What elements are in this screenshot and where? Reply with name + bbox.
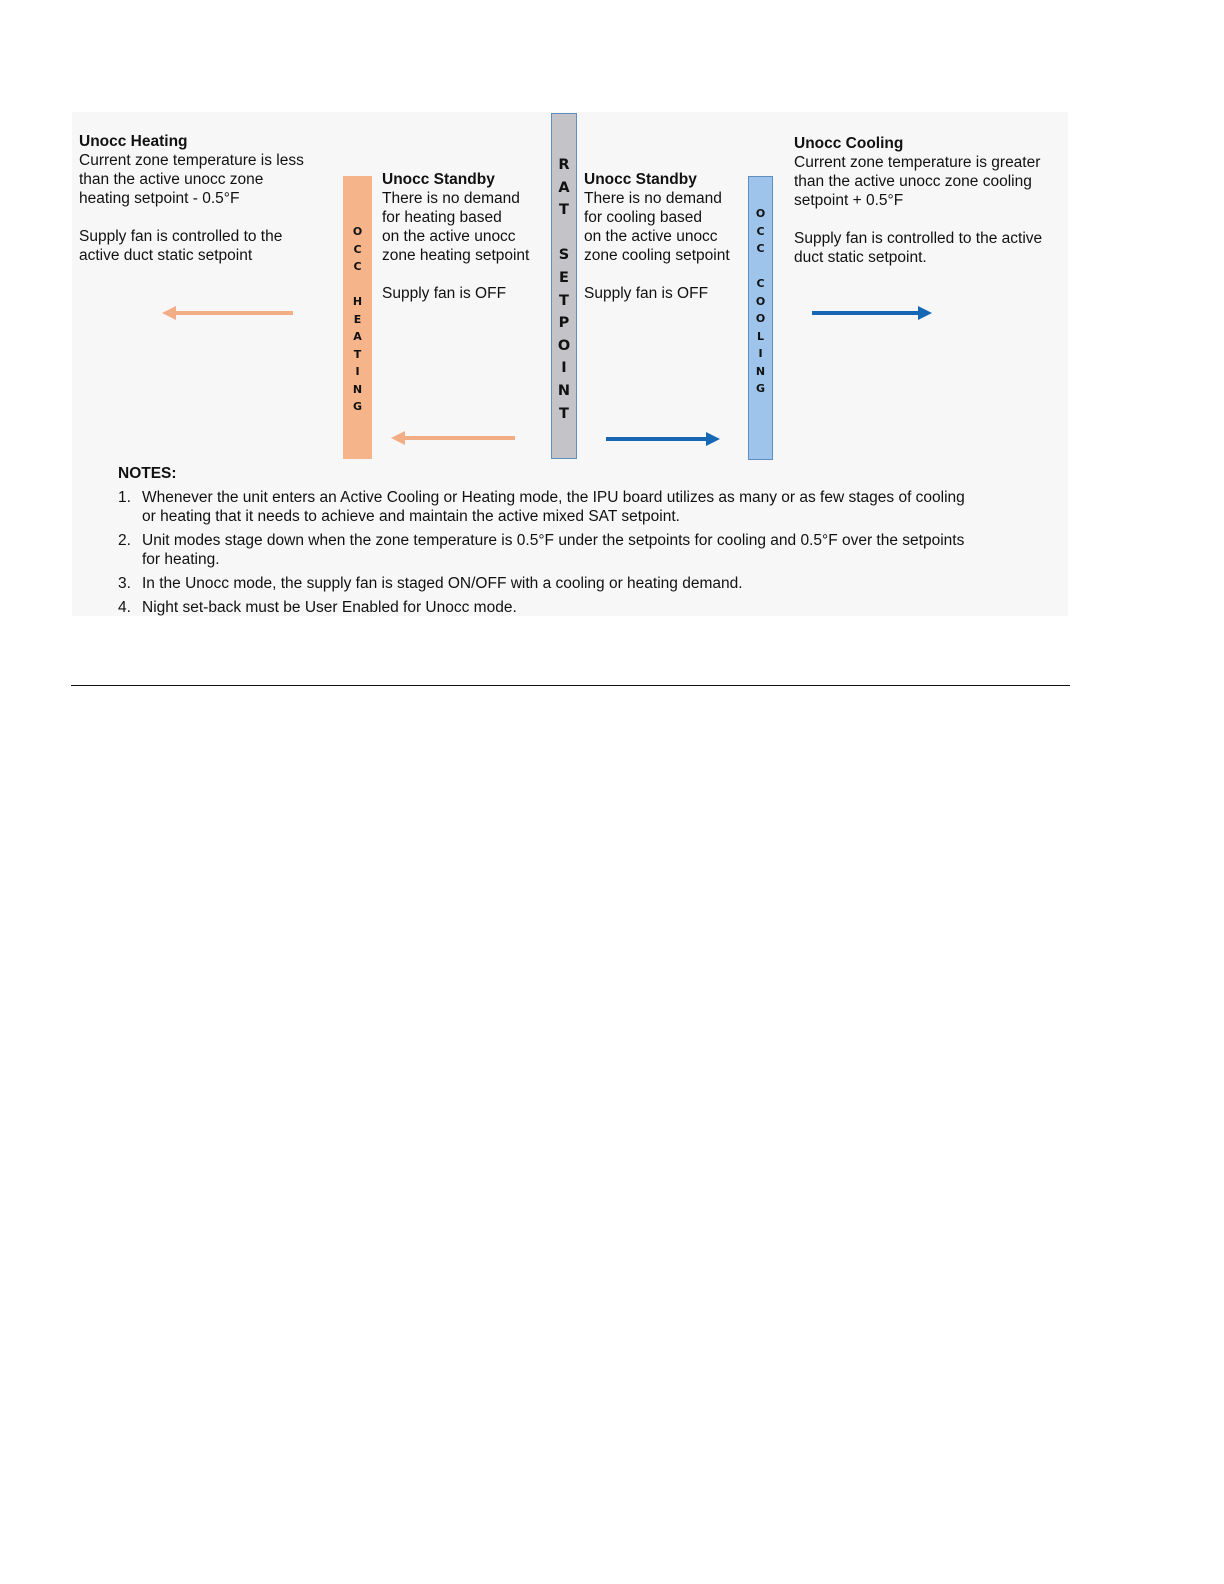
notes-title: NOTES: [118,465,177,482]
unocc-standby-cooling-text: zone cooling setpoint [584,247,730,264]
unocc-standby-cooling-text: on the active unocc [584,228,718,245]
bar-letter: T [559,405,569,422]
note-text: Unit modes stage down when the zone temperature is 0.5°F under the setpoints for cooling and 0.5°F over the setpoints [142,532,965,549]
bar-letter: T [353,347,362,361]
bar-letter: T [559,292,569,309]
bar-letter: H [352,295,363,308]
horizontal-rule [71,685,1070,686]
bar-letter: N [352,382,363,396]
note-text: for heating. [142,551,220,568]
bar-letter: C [756,277,765,290]
heating-arrow-left-icon [160,305,296,321]
note-number: 2. [118,532,131,549]
unocc-standby-cooling-text: There is no demand [584,190,722,207]
unocc-heating-block [79,132,304,265]
standby-cooling-arrow-right-icon [604,431,722,447]
bar-letter: O [755,294,766,308]
bar-letter: P [558,315,570,332]
note-item [118,598,1038,617]
bar-letter: A [353,330,362,343]
unocc-standby-cooling-title: Unocc Standby [584,171,697,188]
unocc-standby-cooling-text: for cooling based [584,209,703,226]
bar-letter: O [755,207,766,220]
bar-letter: S [558,247,570,264]
unocc-cooling-fan-text: Supply fan is controlled to the active [794,230,1043,247]
bar-letter: I [758,347,763,360]
bar-letter: O [755,312,766,325]
note-number: 4. [118,599,131,616]
unocc-cooling-text: Current zone temperature is greater [794,154,1041,171]
standby-heating-arrow-left-icon [389,430,517,446]
unocc-cooling-title: Unocc Cooling [794,135,904,152]
bar-letter: G [352,400,363,413]
bar-letter: I [561,360,567,377]
bar-letter: N [755,364,766,378]
bar-letter: O [557,337,571,354]
bar-letter: N [557,382,571,399]
unocc-cooling-text: setpoint + 0.5°F [794,192,904,209]
note-item [118,574,1038,593]
unocc-heating-fan-text: Supply fan is controlled to the [79,228,283,245]
unocc-standby-heating-fan-text: Supply fan is OFF [382,285,507,302]
unocc-cooling-fan-text: duct static setpoint. [794,249,927,266]
unocc-standby-heating-text: for heating based [382,209,502,226]
note-item [118,531,1038,569]
bar-letter: E [559,269,569,286]
bar-letter: T [559,202,569,219]
unocc-heating-text: than the active unocc zone [79,171,264,188]
note-text: Night set-back must be User Enabled for Unocc mode. [142,599,517,616]
unocc-standby-heating-text: There is no demand [382,190,520,207]
unocc-cooling-block [794,134,1042,267]
bar-letter: I [355,365,360,378]
bar-letter: R [558,157,570,173]
bar-letter: C [756,242,765,255]
unocc-heating-title: Unocc Heating [79,133,188,150]
unocc-standby-heating-title: Unocc Standby [382,171,495,188]
unocc-heating-fan-text: active duct static setpoint [79,247,253,264]
bar-letter: G [755,382,766,395]
bar-letter: L [756,329,764,343]
note-text: or heating that it needs to achieve and maintain the active mixed SAT setpoint. [142,508,680,525]
note-item [118,488,1038,526]
bar-letter: E [353,312,362,326]
unocc-standby-cooling-fan-text: Supply fan is OFF [584,285,709,302]
unocc-standby-heating-text: zone heating setpoint [382,247,530,264]
bar-letter: O [352,225,363,238]
unocc-heating-text: heating setpoint - 0.5°F [79,190,240,207]
occ-heating-bar [343,176,372,459]
note-text: In the Unocc mode, the supply fan is staged ON/OFF with a cooling or heating demand. [142,575,743,592]
rat-setpoint-bar [551,113,577,459]
bar-letter: A [558,179,570,196]
note-number: 3. [118,575,131,592]
unocc-cooling-text: than the active unocc zone cooling [794,173,1032,190]
unocc-standby-heating-block [382,170,529,303]
cooling-arrow-right-icon [810,305,934,321]
note-text: Whenever the unit enters an Active Cooling or Heating mode, the IPU board utilizes as many or as few stages of cooling [142,489,965,506]
bar-letter: C [756,224,765,238]
occ-cooling-bar [748,176,773,460]
unocc-heating-text: Current zone temperature is less [79,152,304,169]
note-number: 1. [118,489,131,506]
notes-section [118,464,1038,622]
unocc-standby-heating-text: on the active unocc [382,228,516,245]
unocc-standby-cooling-block [584,170,730,303]
bar-letter: C [353,242,362,256]
bar-letter: C [353,260,362,273]
